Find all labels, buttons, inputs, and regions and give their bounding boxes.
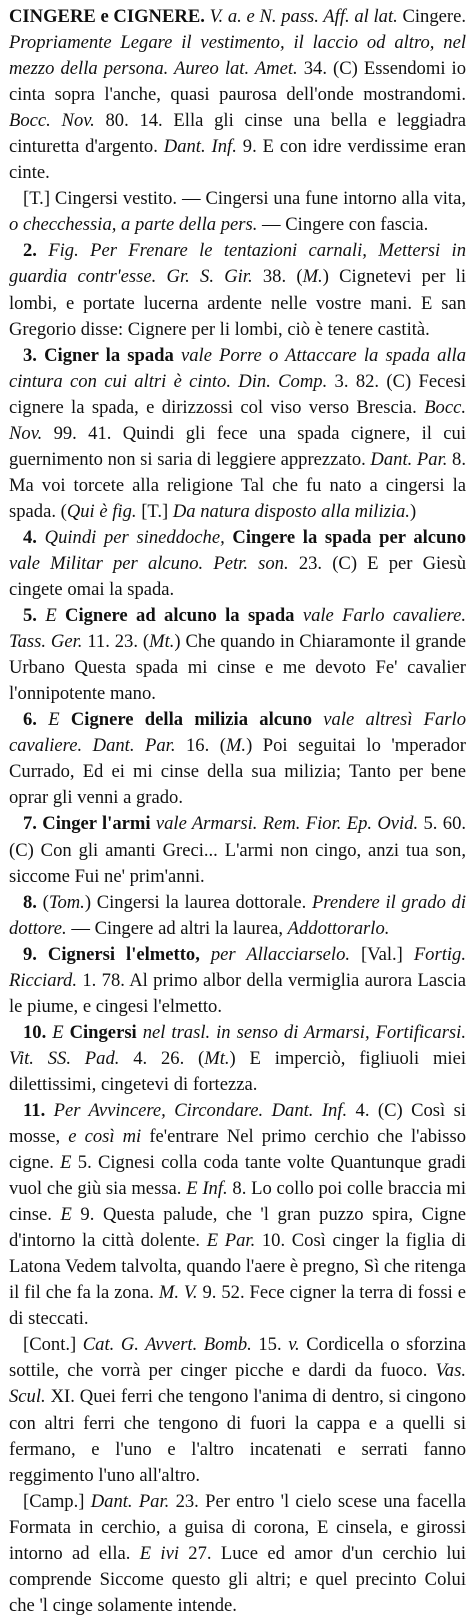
italic-text: per Allacciarselo. <box>199 943 351 965</box>
body-text: ( <box>42 891 49 913</box>
body-text: 80. 14. Ella gli cinse una bella e leggiadra cinturetta d'argento. <box>9 110 466 158</box>
bold-text: Cignere ad alcuno la spada <box>56 605 295 627</box>
italic-text: Prendere il grado di dottore. <box>9 891 467 939</box>
body-text: 9. Questa palude, che 'l gran puzzo spira, Cigne d'intorno la città dolente. <box>9 1204 466 1252</box>
body-text: 4. 26. ( <box>119 1047 205 1069</box>
body-text: 23. (C) E per Giesù cingete omai la spada. <box>9 552 467 601</box>
entry-sense-paragraph <box>9 603 466 707</box>
bold-text: 10. <box>23 1021 53 1043</box>
italic-text: e così mi <box>68 1126 142 1148</box>
italic-text: vale Porre o Attaccare la spada alla cintura con cui altri è cinto. Din. Comp. <box>9 344 466 392</box>
bold-text: 4. <box>23 526 45 548</box>
italic-text: Tom. <box>48 891 85 913</box>
italic-text: Dant. Par. <box>90 1490 170 1512</box>
italic-text: Quindi per sineddoche, <box>44 526 225 548</box>
body-text: 27. Luce ed amor d'un cerchio lui comprende Siccome questo gli altri; e quel precinto Colui che 'l cinge solamente intende. <box>9 1542 466 1616</box>
body-text: ) E imperciò, figliuoli miei dilettissimi, cingetevi di fortezza. <box>9 1047 466 1095</box>
body-text: 5. Cignesi colla coda tante volte Quantunque gradi vuol che giù sia messa. <box>9 1152 466 1200</box>
italic-text: Per Avvincere, Circondare. Dant. Inf. <box>53 1099 348 1121</box>
entry-sense-paragraph <box>9 811 466 889</box>
body-text: [Val.] <box>350 943 414 965</box>
italic-text: Qui è fig. <box>66 500 137 522</box>
entry-sense-paragraph <box>9 942 466 1020</box>
bold-text: Cingersi <box>63 1021 137 1043</box>
italic-text: Vas. Scul. <box>9 1360 466 1408</box>
italic-text: Dant. Inf. <box>163 136 237 158</box>
entry-headword-paragraph <box>9 4 466 186</box>
entry-sense-paragraph <box>9 1098 466 1332</box>
entry-sense-paragraph <box>9 707 466 811</box>
body-text: ) Che quando in Chiaramonte il grande Urbano Questa spada mi cinse e me devoto Fe' cavalier l'onnipotente mano. <box>9 631 466 705</box>
entry-sense-paragraph <box>9 525 466 603</box>
body-text: fe'entrare Nel primo cerchio che l'abisso cigne. <box>9 1126 466 1174</box>
italic-text: Da natura disposto alla milizia. <box>172 500 410 522</box>
bold-text: 7. Cinger l'armi <box>23 813 151 835</box>
body-text: ) Cingersi la laurea dottorale. <box>84 891 312 913</box>
italic-text: Fig. Per Frenare le tentazioni carnali, Mettersi in guardia contr'esse. Gr. S. Gir. <box>9 240 467 288</box>
italic-text: E ivi <box>139 1542 179 1564</box>
body-text: Cingere. <box>397 6 466 27</box>
body-text: [Camp.] <box>23 1490 91 1512</box>
body-text: 8. Ma voi torcete alla religione Tal che fu nato a cingersi la spada. ( <box>9 448 466 522</box>
body-text: 11. 23. ( <box>82 631 150 653</box>
body-text: 38. ( <box>252 266 303 288</box>
italic-text: Cat. G. Avvert. Bomb. <box>82 1334 252 1356</box>
body-text: 8. Lo collo poi colle braccia mi cinse. <box>9 1178 467 1226</box>
italic-text: E Par. <box>206 1230 256 1252</box>
bold-text: CINGERE e CIGNERE. <box>9 6 205 27</box>
italic-text: E <box>60 1152 72 1174</box>
italic-text: M. <box>225 735 247 757</box>
italic-text: nel trasl. in senso di Armarsi, Fortificarsi. Vit. SS. Pad. <box>9 1021 466 1069</box>
italic-text: Bocc. Nov. <box>9 396 466 444</box>
body-text: [Cont.] <box>23 1334 83 1356</box>
body-text: [T.] <box>136 500 173 522</box>
italic-text: v. <box>288 1334 300 1356</box>
italic-text: Addottorarlo. <box>287 917 390 939</box>
body-text: 3. 82. (C) Fecesi cignere la spada, e dirizzossi col viso verso Brescia. <box>9 370 466 418</box>
italic-text: vale Farlo cavaliere. Tass. Ger. <box>9 605 466 653</box>
italic-text: E Inf. <box>186 1178 228 1200</box>
entry-sense-paragraph <box>9 343 466 525</box>
italic-text: Dant. Par. <box>370 448 448 470</box>
body-text: XI. Quei ferri che tengono l'anima di dentro, si cingono con altri ferri che tengono di fuori la cappa e a quelli si fermano, e l'uno e l'altro incatenati e serrati fanno reggimento l'uno all'altro. <box>9 1386 466 1486</box>
italic-text: vale Armarsi. Rem. Fior. Ep. Ovid. <box>150 813 419 835</box>
body-text: 9. E con idre verdissime eran cinte. <box>9 136 467 184</box>
bold-text: Cingere la spada per alcuno <box>224 526 467 548</box>
bold-text: 9. Cignersi l'elmetto, <box>23 943 200 965</box>
body-text: — Cingere ad altri la laurea, <box>66 917 288 939</box>
italic-text: Mt. <box>204 1047 230 1069</box>
italic-text: Bocc. Nov. <box>9 110 95 132</box>
body-text: 4. (C) Così si mosse, <box>9 1099 467 1148</box>
entry-sense-paragraph <box>9 1332 466 1488</box>
body-text: 99. 41. Quindi gli fece una spada cignere, il cui guernimento non si saria di leggiere apprezzato. <box>9 422 466 470</box>
entry-sense-paragraph <box>9 238 466 342</box>
body-text: 10. Così cinger la figlia di Latona Vedem talvolta, quando l'aere è pregno, Sì che ritenga il fil che fa la zona. <box>9 1230 466 1304</box>
entry-sense-paragraph <box>9 186 466 238</box>
italic-text: vale altresì Farlo cavaliere. Dant. Par. <box>9 709 466 757</box>
body-text: 9. 52. Fece cigner la terra di fossi e di steccati. <box>9 1282 466 1330</box>
body-text: ) <box>409 500 417 522</box>
entry-sense-paragraph <box>9 1020 466 1098</box>
body-text: 34. (C) Essendomi io cinta sopra l'anche, quasi paurosa dell'onde mostrandomi. <box>9 58 467 106</box>
body-text: 23. Per entro 'l cielo scese una facella Formata in cerchio, a guisa di corona, E cinsela, e girossi intorno ad ella. <box>9 1490 466 1564</box>
italic-text: M. <box>302 266 323 288</box>
body-text: ) Poi seguitai lo 'mperador Currado, Ed ei mi cinse della sua milizia; Tanto per bene oprar gli venni a grado. <box>9 735 467 809</box>
italic-text: M. V. <box>158 1282 198 1304</box>
italic-text: V. a. e N. pass. Aff. al lat. <box>204 6 398 27</box>
italic-text: o checchessia, a parte della pers. <box>9 214 258 236</box>
italic-text: E <box>45 605 57 627</box>
italic-text: Fortig. Ricciard. <box>9 943 466 991</box>
bold-text: 3. Cigner la spada <box>23 344 174 366</box>
body-text: Cordicella o sforzina sottile, che vorrà per cinger picche e dardi da fuoco. <box>9 1334 466 1382</box>
bold-text: Cignere della milizia alcuno <box>59 709 312 731</box>
body-text: [T.] Cingersi vestito. — Cingersi una fune intorno alla vita, <box>23 188 466 210</box>
bold-text: 2. <box>23 240 49 262</box>
body-text: — Cingere con fascia. <box>257 214 429 236</box>
italic-text: E <box>48 709 60 731</box>
body-text: 1. 78. Al primo albor della vermiglia aurora Lascia le piume, e cingesi l'elmetto. <box>9 969 466 1017</box>
italic-text: Mt. <box>149 631 175 653</box>
italic-text: E <box>52 1021 64 1043</box>
italic-text: E <box>60 1204 72 1226</box>
entry-sense-paragraph <box>9 890 466 942</box>
body-text: 16. ( <box>175 735 226 757</box>
italic-text: Propriamente Legare il vestimento, il laccio od altro, nel mezzo della persona. Aureo lat. Amet. <box>9 32 466 80</box>
body-text: 15. <box>251 1334 289 1356</box>
italic-text: vale Militar per alcuno. Petr. son. <box>9 552 289 574</box>
bold-text: 8. <box>23 891 43 913</box>
bold-text: 5. <box>23 605 46 627</box>
bold-text: 11. <box>23 1099 54 1121</box>
bold-text: 6. <box>23 709 49 731</box>
entry-sense-paragraph <box>9 1489 466 1619</box>
body-text: 5. 60. (C) Con gli amanti Greci... L'armi non cingo, anzi tua son, siccome Fui ne' prim'anni. <box>9 813 467 887</box>
body-text: ) Cignetevi per li lombi, e portate lucerna ardente nelle vostre mani. E san Gregorio disse: Cignere per li lombi, ciò è tenere castità. <box>9 266 466 340</box>
